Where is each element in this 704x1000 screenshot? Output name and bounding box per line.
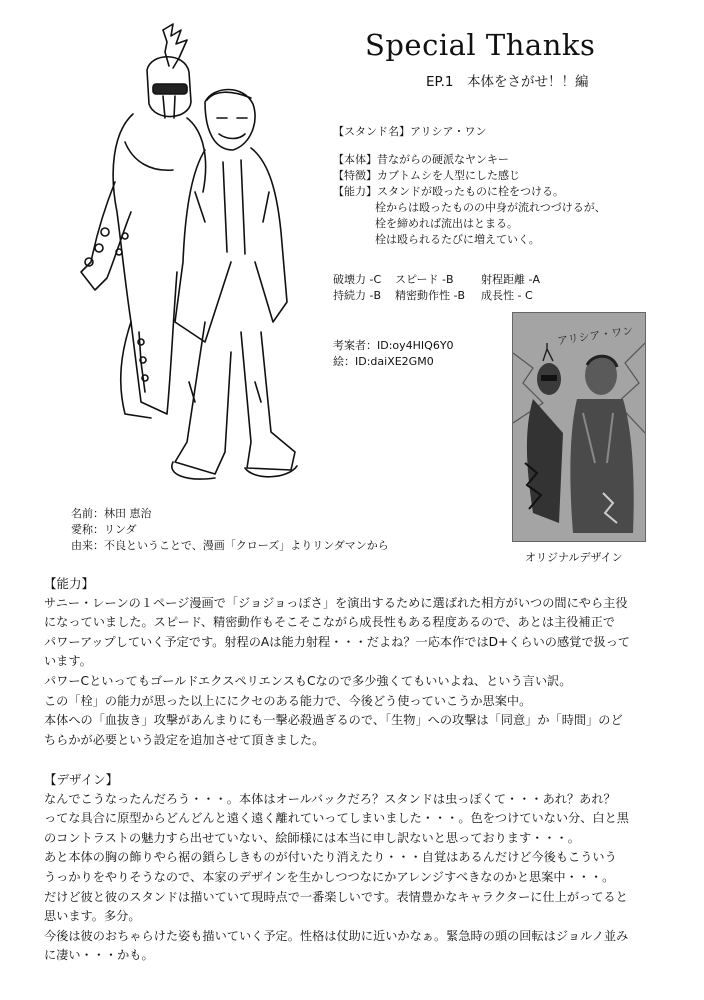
credit-art: 絵：ID:daiXE2GM0 (333, 355, 434, 368)
ability-section (44, 574, 666, 750)
info-ability-line: 【能力】スタンドが殴ったものに栓をつける。 (333, 185, 564, 198)
design-text-line: に凄い・・・かも。 (44, 948, 154, 963)
stat-potential: 成長性 - C (481, 289, 533, 302)
stand-name-label: 【スタンド名】 (333, 125, 410, 138)
design-text-line: 今後は彼のおちゃらけた姿も描いていく予定。性格は仗助に近いかなぁ。緊急時の頭の回転はジョルノ並み (44, 928, 629, 943)
ability-text-line: います。 (44, 654, 92, 669)
stat-durability: 持続力 -B (333, 289, 382, 302)
credit-idea: 考案者：ID:oy4HIQ6Y0 (333, 339, 454, 352)
design-text-line: 思います。多分。 (44, 909, 141, 924)
episode-subtitle: EP.1 本体をさがせ！！編 (426, 74, 589, 90)
design-text-line: だけど彼と彼のスタンドは描いていて現時点で一番楽しいです。表情豊かなキャラクターに仕上がってると (44, 889, 628, 904)
design-heading: 【デザイン】 (44, 772, 119, 787)
ability-detail-2: 栓を締めれば流出はとまる。 (375, 217, 518, 230)
character-info-block (71, 506, 389, 554)
stat-power: 破壊力 -C (333, 273, 382, 286)
design-text-line: あと本体の胸の飾りやら裾の鎖らしきものが付いたり消えたり・・・自覚はあるんだけど今後もこういう (44, 850, 617, 865)
ability-heading: 【能力】 (44, 576, 95, 591)
stand-stats (333, 272, 540, 304)
ability-text-line: パワーアップしていく予定です。射程のAは能力射程・・・だよね？一応本作ではD+くらいの感覚で扱って (44, 634, 631, 649)
ability-text-line: サニー・レーンの１ページ漫画で「ジョジョっぽさ」を演出するために選ばれた相方がいつの間にやら主役 (44, 595, 628, 610)
info-user-line: 【本体】昔ながらの硬派なヤンキー (333, 153, 509, 166)
sketch-title-text: アリシア・ワン (556, 324, 635, 348)
ability-text-line: ちらかが必要という設定を追加させて頂きました。 (44, 732, 325, 747)
ability-text-line: この「栓」の能力が思った以上ににクセのある能力で、今後どう使っていこうか思案中。 (44, 693, 532, 708)
design-section (44, 770, 666, 966)
stat-range: 射程距離 -A (481, 273, 540, 286)
stand-name: アリシア・ワン (410, 125, 487, 138)
character-nickname: 愛称：リンダ (71, 523, 137, 536)
original-design-sketch (513, 313, 645, 541)
ability-text-line: になっていました。スピード、精密動作もそこそこながら成長性もある程度あるので、あとは主役補正で (44, 615, 615, 630)
stat-speed: スピード -B (395, 273, 454, 286)
credits-block (333, 338, 454, 370)
design-text-line: ってな具合に原型からどんどんと遠く遠く離れていってしまいました・・・。色をつけていない分、白と黒 (44, 811, 629, 826)
stand-and-user-illustration (55, 22, 320, 497)
info-feature-line: 【特徴】カブトムシを人型にした感じ (333, 169, 520, 182)
design-text-line: うっかりをやりそうなので、本家のデザインを生かしつつなにかアレンジすべきなのかと思案中・・・。 (44, 869, 615, 884)
stat-precision: 精密動作性 -B (395, 289, 466, 302)
ability-detail-1: 栓からは殴ったものの中身が流れつづけるが、 (375, 201, 606, 214)
design-text-line: のコントラストの魅力すら出せていない、絵師様には本当に申し訳ないと思っております・・・。 (44, 830, 580, 845)
ability-detail-3: 栓は殴られるたびに増えていく。 (375, 233, 540, 246)
original-design-caption: オリジナルデザイン (525, 551, 623, 564)
character-origin: 由来：不良ということで、漫画「クローズ」よりリンダマンから (71, 539, 389, 552)
character-name: 名前：林田 恵治 (71, 507, 152, 520)
ability-text-line: パワーCといってもゴールドエクスペリエンスもCなので多少強くてもいいよね、という言い訳。 (44, 673, 572, 688)
design-text-line: なんでこうなったんだろう・・・。本体はオールバックだろ？スタンドは虫っぽくて・・・あれ？あれ？ (44, 791, 616, 806)
stand-info-block (333, 124, 606, 248)
stand-name-line (333, 124, 606, 140)
original-design-image (512, 312, 646, 542)
page-title: Special Thanks (365, 28, 596, 62)
ability-text-line: 本体への「血抜き」攻撃があんまりにも一撃必殺過ぎるので、「生物」への攻撃は「同意」か「時間」のど (44, 713, 623, 728)
